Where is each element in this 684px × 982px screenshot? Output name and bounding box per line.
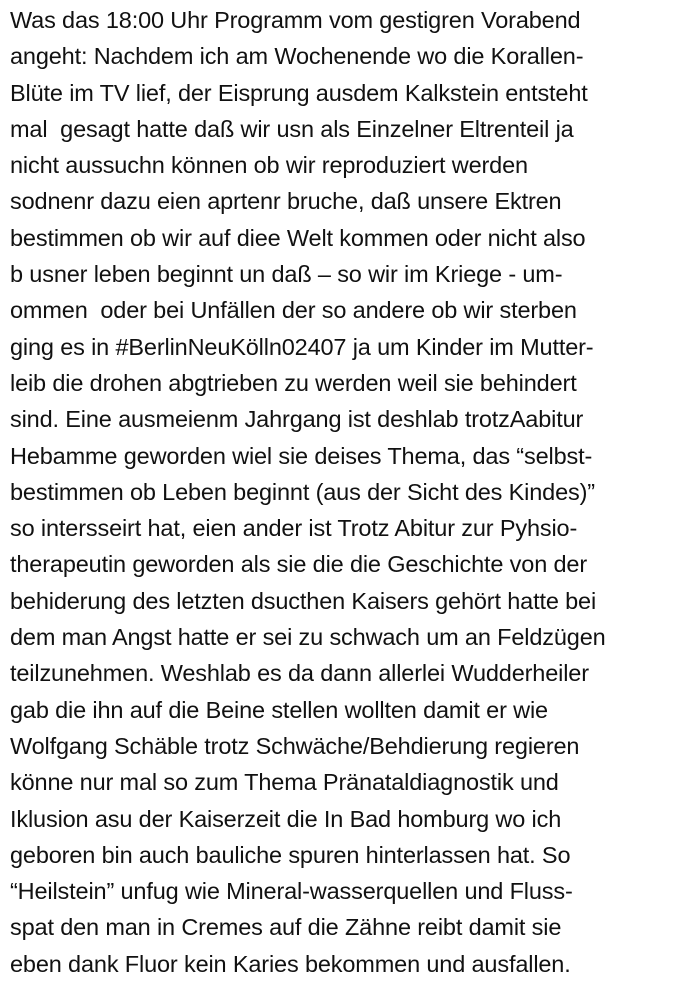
text-line: so intersseirt hat, eien ander ist Trotz Abitur zur Pyhsio-	[10, 515, 578, 542]
text-line: Hebamme geworden wiel sie deises Thema, das “selbst-	[10, 442, 593, 469]
text-line: mal gesagt hatte daß wir usn als Einzelner Eltrenteil ja	[10, 115, 574, 142]
text-line: bestimmen ob wir auf diee Welt kommen oder nicht also	[10, 224, 586, 251]
text-line: Iklusion asu der Kaiserzeit die In Bad homburg wo ich	[10, 805, 562, 832]
text-line: behiderung des letzten dsucthen Kaisers gehört hatte bei	[10, 587, 597, 614]
text-line: Wolfgang Schäble trotz Schwäche/Behdierung regieren	[10, 732, 580, 759]
text-line: “Heilstein” unfug wie Mineral-wasserquellen und Fluss-	[10, 878, 573, 905]
body-text	[10, 2, 680, 982]
text-line: b usner leben beginnt un daß – so wir im Kriege - um-	[10, 261, 563, 288]
text-line: eben dank Fluor kein Karies bekommen und ausfallen.	[10, 950, 571, 977]
text-line: Blüte im TV lief, der Eisprung ausdem Kalkstein entsteht	[10, 79, 588, 106]
text-line: spat den man in Cremes auf die Zähne reibt damit sie	[10, 914, 562, 941]
text-line: könne nur mal so zum Thema Pränataldiagnostik und	[10, 769, 559, 796]
text-line: dem man Angst hatte er sei zu schwach um an Feldzügen	[10, 624, 606, 651]
text-line: ommen oder bei Unfällen der so andere ob wir sterben	[10, 297, 577, 324]
text-line: leib die drohen abgtrieben zu werden weil sie behindert	[10, 369, 577, 396]
text-line: geboren bin auch bauliche spuren hinterlassen hat. So	[10, 841, 571, 868]
text-line: ging es in #BerlinNeuKölln02407 ja um Kinder im Mutter-	[10, 333, 594, 360]
text-line: bestimmen ob Leben beginnt (aus der Sicht des Kindes)”	[10, 478, 595, 505]
text-line: sodnenr dazu eien aprtenr bruche, daß unsere Ektren	[10, 188, 562, 215]
text-line: Was das 18:00 Uhr Programm vom gestigren Vorabend	[10, 7, 581, 33]
text-line: angeht: Nachdem ich am Wochenende wo die Korallen-	[10, 43, 584, 70]
text-line: sind. Eine ausmeienm Jahrgang ist deshlab trotzAabitur	[10, 406, 584, 433]
text-line: nicht aussuchn können ob wir reproduziert werden	[10, 152, 528, 179]
text-line: teilzunehmen. Weshlab es da dann allerlei Wudderheiler	[10, 660, 589, 687]
text-line: therapeutin geworden als sie die die Geschichte von der	[10, 551, 588, 578]
text-line: gab die ihn auf die Beine stellen wollten damit er wie	[10, 696, 548, 723]
